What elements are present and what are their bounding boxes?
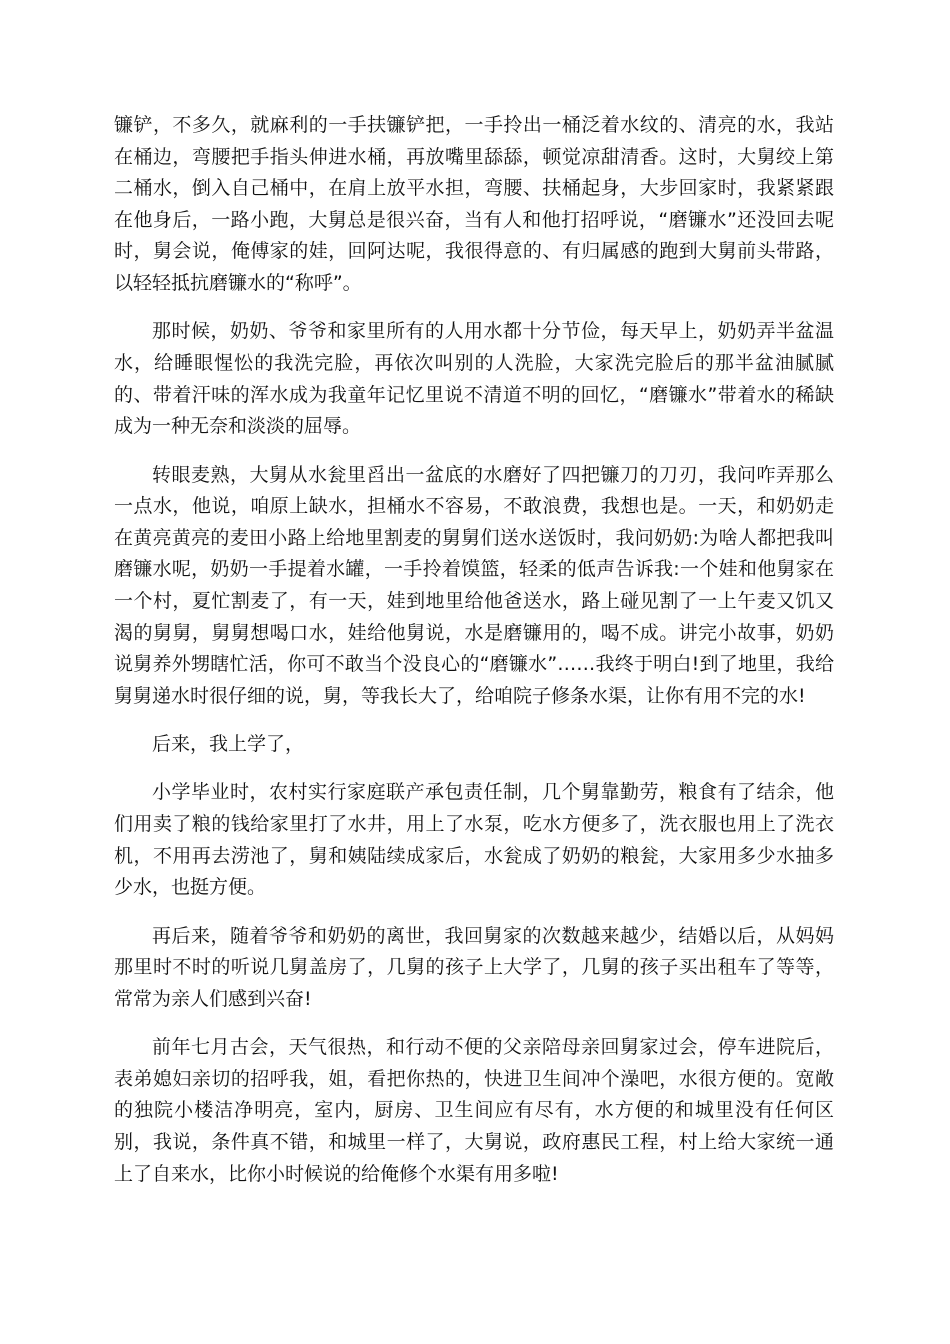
paragraph-well: 小学毕业时，农村实行家庭联产承包责任制，几个舅靠勤劳，粮食有了结余，他们用卖了粮的钱给家里打了水井，用上了水泵，吃水方便多了，洗衣服也用上了洗衣机，不用再去涝池了，舅和姨陆续成家后，水瓮成了奶奶的粮瓮，大家用多少水抽多少水，也挺方便。 xyxy=(114,781,834,899)
paragraph-continuation: 镰铲，不多久，就麻利的一手扶镰铲把，一手拎出一桶泛着水纹的、清亮的水，我站在桶边，弯腰把手指头伸进水桶，再放嘴里舔舔，顿觉凉甜清香。这时，大舅绞上第二桶水，倒入自己桶中，在肩上放平水担，弯腰、扶桶起身，大步回家时，我紧紧跟在他身后，一路小跑，大舅总是很兴奋，当有人和他打招呼说，“磨镰水”还没回去呢时，舅会说，俺傅家的娃，回阿达呢，我很得意的、有归属感的跑到大舅前头带路，以轻轻抵抗磨镰水的“称呼”。 xyxy=(114,114,834,294)
paragraph-later-years: 再后来，随着爷爷和奶奶的离世，我回舅家的次数越来越少，结婚以后，从妈妈那里时不时的听说几舅盖房了，几舅的孩子上大学了，几舅的孩子买出租车了等等，常常为亲人们感到兴奋! xyxy=(114,924,834,1010)
paragraph-harvest-story: 转眼麦熟，大舅从水瓮里舀出一盆底的水磨好了四把镰刀的刀刃，我问咋弄那么一点水，他说，咱原上缺水，担桶水不容易，不敢浪费，我想也是。一天，和奶奶走在黄亮黄亮的麦田小路上给地里割麦的舅舅们送水送饭时，我问奶奶:为啥人都把我叫磨镰水呢，奶奶一手提着水罐，一手拎着馍篮，轻柔的低声告诉我:一个娃和他舅家在一个村，夏忙割麦了，有一天，娃到地里给他爸送水，路上碰见割了一上午麦又饥又渴的舅舅，舅舅想喝口水，娃给他舅说，水是磨镰用的，喝不成。讲完小故事，奶奶说舅养外甥瞎忙活，你可不敢当个没良心的“磨镰水”……我终于明白!到了地里，我给舅舅递水时很仔细的说，舅，等我长大了，给咱院子修条水渠，让你有用不完的水! xyxy=(114,463,834,707)
paragraph-tap-water: 前年七月古会，天气很热，和行动不便的父亲陪母亲回舅家过会，停车进院后，表弟媳妇亲切的招呼我，姐，看把你热的，快进卫生间冲个澡吧，水很方便的。宽敞的独院小楼洁净明亮，室内，厨房、卫生间应有尽有，水方便的和城里没有任何区别，我说，条件真不错，和城里一样了，大舅说，政府惠民工程，村上给大家统一通上了自来水，比你小时候说的给俺修个水渠有用多啦! xyxy=(114,1036,834,1185)
paragraph-morning-wash: 那时候，奶奶、爷爷和家里所有的人用水都十分节俭，每天早上，奶奶弄半盆温水，给睡眼惺忪的我洗完脸，再依次叫别的人洗脸，大家洗完脸后的那半盆油腻腻的、带着汗味的浑水成为我童年记忆里说不清道不明的回忆，“磨镰水”带着水的稀缺成为一种无奈和淡淡的屈辱。 xyxy=(114,320,834,438)
document-page xyxy=(114,110,834,1207)
paragraph-school: 后来，我上学了， xyxy=(152,733,305,756)
